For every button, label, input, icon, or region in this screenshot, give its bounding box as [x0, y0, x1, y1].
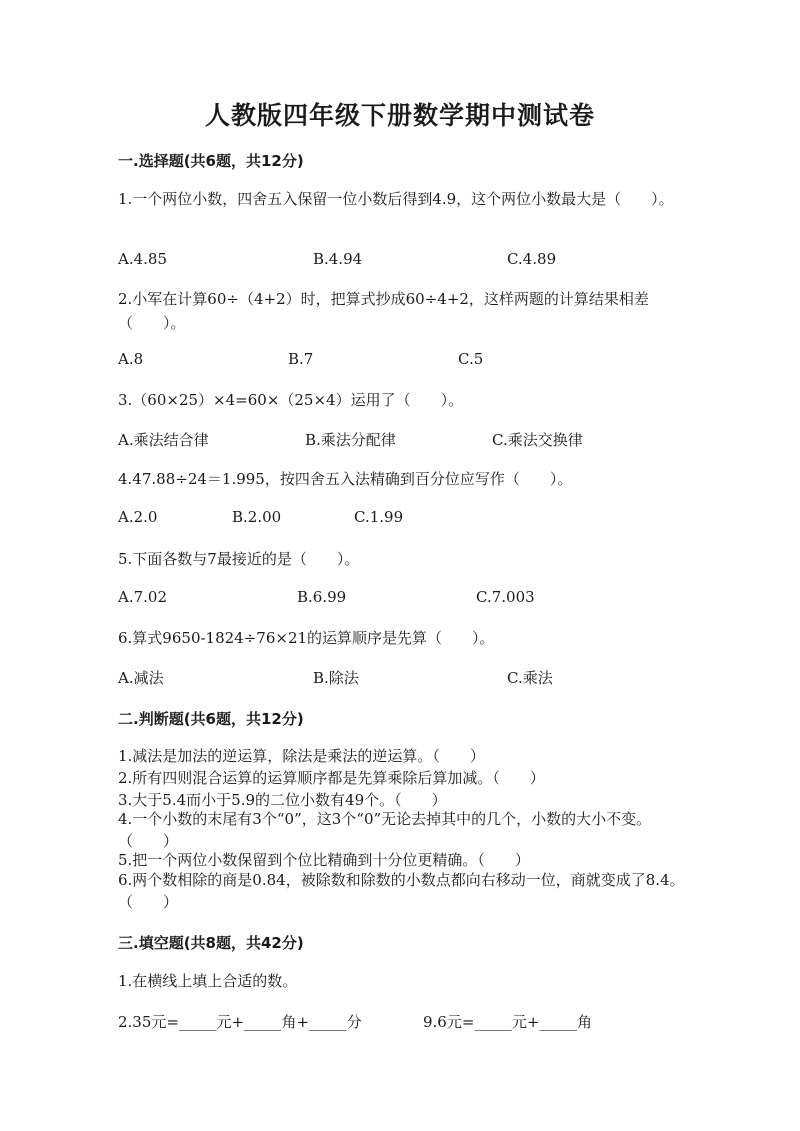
fill-blank-a: 2.35元=_____元+_____角+_____分 — [118, 1013, 362, 1031]
option-b: B.除法 — [313, 669, 359, 687]
option-c: C.7.003 — [476, 588, 535, 606]
question-text: 3.（60×25）×4=60×（25×4）运用了（ ）。 — [118, 391, 464, 409]
option-b: B.乘法分配律 — [305, 431, 396, 449]
option-b: B.4.94 — [313, 250, 363, 268]
page-title: 人教版四年级下册数学期中测试卷 — [204, 101, 595, 130]
option-a: A.乘法结合律 — [118, 431, 209, 449]
question-text: 2.小军在计算60÷（4+2）时，把算式抄成60÷4+2，这样两题的计算结果相差（ ）。 — [118, 290, 649, 332]
option-b: B.2.00 — [232, 508, 282, 526]
judgement-item: 2.所有四则混合运算的运算顺序都是先算乘除后算加减。（ ） — [118, 769, 545, 787]
option-a: A.2.0 — [118, 508, 158, 526]
option-a: A.4.85 — [118, 250, 167, 268]
judgement-item: 6.两个数相除的商是0.84，被除数和除数的小数点都向右移动一位，商就变成了8.4。（ ） — [118, 871, 685, 911]
question-text: 1.在横线上填上合适的数。 — [118, 972, 298, 990]
question-text: 6.算式9650-1824÷76×21的运算顺序是先算（ ）。 — [118, 629, 495, 647]
option-b: B.7 — [288, 350, 314, 368]
question-text: 4.47.88÷24＝1.995，按四舍五入法精确到百分位应写作（ ）。 — [118, 470, 573, 488]
option-b: B.6.99 — [297, 588, 347, 606]
option-a: A.7.02 — [118, 588, 167, 606]
option-c: C.4.89 — [507, 250, 557, 268]
fill-blank-b: 9.6元=_____元+_____角 — [423, 1013, 592, 1031]
judgement-item: 5.把一个两位小数保留到个位比精确到十分位更精确。（ ） — [118, 851, 530, 869]
section-heading-fill: 三.填空题(共8题，共42分) — [118, 934, 304, 952]
section-heading-choice: 一.选择题(共6题，共12分) — [118, 152, 304, 170]
option-c: C.乘法交换律 — [492, 431, 583, 449]
question-text: 5.下面各数与7最接近的是（ ）。 — [118, 550, 360, 568]
option-c: C.5 — [458, 350, 484, 368]
option-c: C.乘法 — [507, 669, 553, 687]
option-a: A.减法 — [118, 669, 164, 687]
option-a: A.8 — [118, 350, 144, 368]
judgement-item: 1.减法是加法的逆运算，除法是乘法的逆运算。（ ） — [118, 747, 485, 765]
question-text: 1.一个两位小数，四舍五入保留一位小数后得到4.9，这个两位小数最大是（ ）。 — [118, 190, 674, 208]
section-heading-judgement: 二.判断题(共6题，共12分) — [118, 710, 304, 728]
judgement-item: 3.大于5.4而小于5.9的二位小数有49个。（ ） — [118, 791, 447, 809]
option-c: C.1.99 — [354, 508, 404, 526]
judgement-item: 4.一个小数的末尾有3个“0”，这3个“0”无论去掉其中的几个，小数的大小不变。（ ） — [118, 810, 652, 850]
